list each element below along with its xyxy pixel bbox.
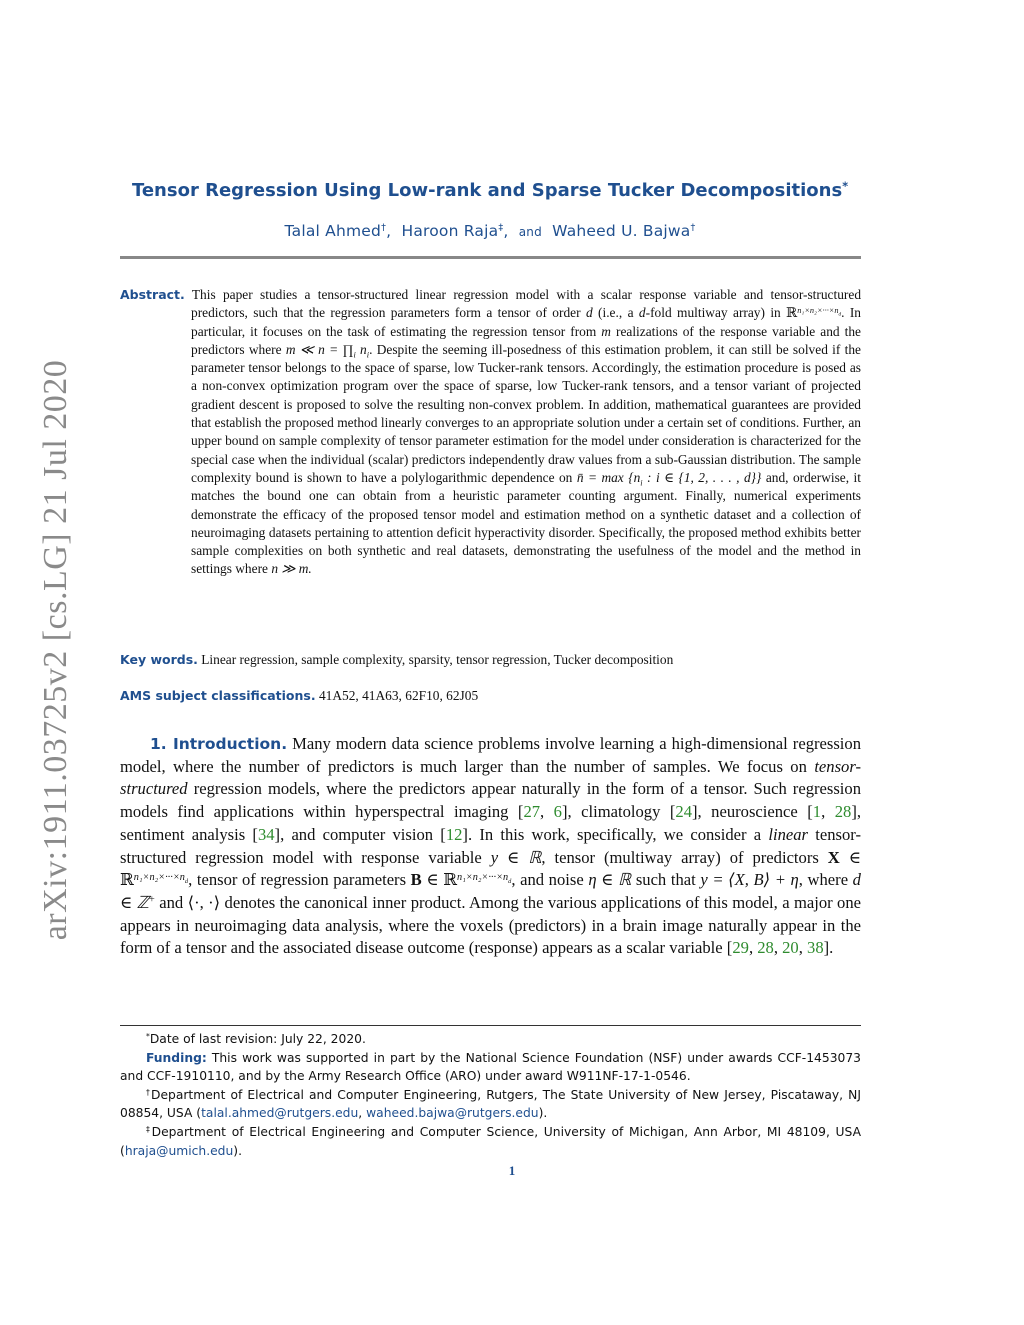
email-link[interactable]: hraja@umich.edu [124, 1143, 234, 1158]
body-text: , where [798, 870, 849, 890]
paper-title [120, 180, 860, 201]
footnote-date [120, 1030, 861, 1049]
page-number: 1 [508, 1163, 516, 1178]
math: i [353, 350, 356, 360]
body-text: tensor-structured regression model with response variable [120, 824, 861, 867]
body-text: , tensor of regression parameters [188, 870, 407, 890]
author-raja: Haroon Raja [401, 222, 499, 240]
footnote-affiliation-rutgers: †Department of Electrical and Computer Engineering, Rutgers, The State University of New Jersey, Piscataway, NJ 08854, USA (talal.ahmed@rutgers.edu, waheed.bajwa@rutgers.edu). [120, 1087, 861, 1121]
math: B [410, 870, 422, 890]
author-sep: , [503, 222, 509, 240]
emphasis: linear [768, 824, 809, 844]
citation-link[interactable]: 6 [553, 802, 562, 822]
footnote-affiliation-umich: ‡Department of Electrical Engineering and Computer Science, University of Michigan, Ann Arbor, MI 48109, USA (hraja@umich.edu). [120, 1124, 861, 1158]
math: X [827, 847, 840, 867]
title-footnote-mark[interactable]: * [842, 179, 849, 193]
math: d [838, 311, 842, 318]
math: d [585, 305, 593, 321]
ams-classifications [120, 688, 861, 704]
body-text: and [159, 892, 184, 912]
abstract-text: Despite the seeming ill-posedness of this estimation problem, it can still be solved if the parameter tensor belongs to the space of sparse, low Tucker-rank tensors. Accordingly, the estimation procedure is posed as a non-convex optimization program over the space of sparse, low Tucker-rank tensors, and a tensor variant of projected gradient descent is proposed to solve the resulting non-convex problem. In addition, mathematical guarantees are provided that establish the proposed method linearly converges to an appropriate solution under a certain set of conditions. Further, an upper bound on sample complexity of tensor parameter estimation for the model under consideration is characterized for the special case when the individual (scalar) predictors independently draw values from a sub-Gaussian distribution. The sample complexity bound is shown to have a polylogarithmic dependence on [191, 341, 861, 485]
citation-link[interactable]: 28 [834, 802, 852, 822]
title-text: Tensor Regression Using Low-rank and Sparse Tucker Decompositions [131, 180, 843, 201]
footnote-rule [120, 1025, 861, 1026]
math: m [601, 323, 611, 339]
ams-text: 41A52, 41A63, 62F10, 62J05 [318, 688, 479, 703]
arxiv-id: arXiv:1911.03725v2 [cs.LG] 21 Jul 2020 [37, 359, 74, 941]
math: d [184, 877, 189, 885]
footnote-text: Date of last revision: July 22, 2020. [149, 1032, 366, 1046]
author-mark[interactable]: † [690, 222, 696, 234]
footnotes [120, 1030, 861, 1160]
author-and: and [518, 225, 542, 239]
citation-link[interactable]: 20 [782, 938, 799, 958]
math: d ∈ ℤ [120, 870, 861, 912]
footnote-funding [120, 1049, 861, 1086]
header-rule [120, 256, 861, 259]
email-link[interactable]: talal.ahmed@rutgers.edu [201, 1106, 359, 1121]
body-text: , neuroscience [697, 802, 798, 822]
abstract: Abstract. This paper studies a tensor-structured linear regression model with a scalar response variable and tensor-structured predictors, such that the regression parameters form a tensor of order d (i.e., a d-fold multiway array) in ℝ$^{n_1\times n_2\times\cdot\cdot\cdot\times n_d}$. In particular, it focuses on the task of estimating the regression tensor from m realizations of the response variable and the predictors where m ≪ $n = \prod_i$ $n_i$. Despite the seeming ill-posedness of this estimation problem, it can still be solved if the parameter tensor belongs to the space of sparse, low Tucker-rank tensors. Accordingly, the estimation procedure is posed as a non-convex optimization program over the space of sparse, low Tucker-rank tensors, and a tensor variant of projected gradient descent is proposed to solve the resulting non-convex problem. In addition, mathematical guarantees are provided that establish the proposed method linearly converges to an appropriate solution under a certain set of conditions. Further, an upper bound on sample complexity of tensor parameter estimation for the model under consideration is characterized for the special case when the individual (scalar) predictors independently draw values from a sub-Gaussian distribution. The sample complexity bound is shown to have a polylogarithmic dependence on n̄ = $\max \{n_i$ : i ∈ {1, 2, . . . , d}} and, orderwise, it matches the bound one can obtain from a heuristic parameter counting argument. Finally, numerical experiments demonstrate the efficacy of the proposed tensor model and estimation method on a synthetic dataset and a collection of neuroimaging datasets pertaining to attention deficit hyperactivity disorder. Specifically, the proposed method exhibits better sample complexities on both synthetic and real datasets, demonstrating the usefulness of the model and the method in settings where n ≫ m. [120, 287, 862, 577]
math: n₁×n₂×···×n [457, 871, 509, 883]
citation-link[interactable]: 24 [675, 802, 693, 822]
body-text: denotes the canonical inner product. Among the various applications of this model, a major one appears in neuroimaging data analysis, where the voxels (predictors) in a brain image naturally appear in the form of a tensor and the associated disease outcome (response) appears as a scalar variable [120, 892, 861, 958]
body-text: . In this work, specifically, we consider a [467, 824, 762, 844]
math: ⟨·, ·⟩ [187, 892, 221, 912]
author-mark[interactable]: ‡ [498, 222, 504, 234]
body-text: , climatology [567, 802, 661, 822]
abstract-label: Abstract. [120, 287, 185, 302]
citation-link[interactable]: 34 [257, 824, 275, 844]
math: : i ∈ {1, 2, . . . , d}} [647, 469, 762, 485]
citation-link[interactable]: 28 [757, 938, 774, 958]
citation-link[interactable]: 29 [732, 938, 749, 958]
math: ℝ [120, 870, 134, 890]
emphasis: tensor-structured [120, 756, 861, 799]
body-text: Many modern data science problems involve learning a high-dimensional regression model, where the number of predictors is much larger than the number of samples. We focus on [120, 734, 861, 776]
math: {n [628, 469, 641, 485]
keywords-text: Linear regression, sample complexity, sparsity, tensor regression, Tucker decomposition [201, 652, 674, 667]
introduction-section: 1. Introduction. Many modern data science problems involve learning a high-dimensional regression model, where the number of predictors is much larger than the number of samples. We focus on tensor-structured regression models, where the predictors appear naturally in the form of a tensor. Such regression models find applications within hyperspectral imaging [27, 6], climatology [24], neuroscience [1, 28], sentiment analysis [34], and computer vision [12]. In this work, specifically, we consider a linear tensor-structured regression model with response variable y ∈ ℝ, tensor (multiway array) of predictors X ∈ ℝ$^{n_1\times n_2\times\cdot\cdot\cdot\times n_d}$, tensor of regression parameters B ∈ ℝ$^{n_1\times n_2\times\cdot\cdot\cdot\times n_d}$, and noise η ∈ ℝ such that y = ⟨X, B⟩ + η, where d ∈ ℤ+ and ⟨·, ·⟩ denotes the canonical inner product. Among the various applications of this model, a major one appears in neuroimaging data analysis, where the voxels (predictors) in a brain image naturally appear in the form of a tensor and the associated disease outcome (response) appears as a scalar variable [29, 28, 20, 38]. [120, 734, 862, 958]
math: ℝ [443, 870, 458, 890]
author-bajwa: Waheed U. Bajwa [552, 222, 691, 240]
math: m ≪ n = ∏ [285, 341, 354, 357]
footnote-mark: ‡ [146, 1124, 152, 1134]
body-text: , and noise [511, 870, 584, 890]
abstract-text: This paper studies a tensor-structured linear regression model with a scalar response variable and tensor-structured predictors, such that the regression parameters form a tensor of order [191, 287, 862, 321]
math: n₁×n₂×···×n [133, 871, 185, 883]
ams-label: AMS subject classifications. [120, 688, 316, 703]
math: η ∈ ℝ [588, 870, 632, 890]
math: n̄ = max [576, 469, 624, 485]
keywords-label: Key words. [120, 652, 198, 667]
abstract-text: realizations of the response variable and the predictors where [191, 323, 861, 357]
abstract-text: . In particular, it focuses on the task of estimating the regression tensor from [191, 305, 861, 339]
math: i [366, 350, 370, 360]
author-list [120, 222, 860, 240]
citation-link[interactable]: 12 [445, 824, 463, 844]
email-link[interactable]: waheed.bajwa@rutgers.edu [366, 1106, 539, 1121]
math: n ≫ m. [271, 561, 312, 577]
body-text: , sentiment analysis [120, 802, 862, 844]
footnote-text: Department of Electrical Engineering and Computer Science, University of Michigan, Ann Arbor, MI 48109, USA ( [120, 1124, 861, 1158]
body-text: regression models, where the predictors appear naturally in the form of a tensor. Such regression models find applications within hyperspectral imaging [120, 779, 861, 822]
abstract-text: and, orderwise, it matches the bound one can obtain from a heuristic parameter counting argument. Finally, numerical experiments demonstrate the efficacy of the proposed tensor model and estimation method on a synthetic dataset and a collection of neuroimaging datasets pertaining to attention deficit hyperactivity disorder. Specifically, the proposed method exhibits better sample complexities on both synthetic and real datasets, demonstrating the usefulness of the model and the method in settings where [191, 469, 861, 577]
math: d [638, 305, 646, 321]
body-text: , tensor (multiway array) of predictors [541, 847, 819, 867]
keywords [120, 652, 861, 668]
author-mark[interactable]: † [381, 222, 387, 234]
footnote-mark: † [146, 1087, 151, 1097]
abstract-text: -fold multiway array) in [645, 305, 781, 321]
funding-label: Funding: [146, 1050, 207, 1065]
author-ahmed: Talal Ahmed [284, 222, 382, 240]
citation-link[interactable]: 27 [523, 802, 541, 822]
math: d [508, 877, 512, 885]
body-text: , and computer vision [280, 824, 434, 844]
footnote-text: Department of Electrical and Computer Engineering, Rutgers, The State University of New Jersey, Piscataway, NJ 08854, USA ( [120, 1087, 861, 1121]
math: y = ⟨X, B⟩ + η [700, 870, 799, 890]
citation-link[interactable]: 1 [812, 802, 822, 822]
author-sep: , [386, 222, 392, 240]
math: ℝ [786, 305, 798, 321]
math: n₁×n₂×···×n [797, 305, 839, 315]
section-heading: 1. Introduction. [150, 735, 288, 753]
abstract-text: (i.e., a [598, 305, 634, 321]
math: n [360, 341, 367, 357]
math: i [640, 478, 643, 488]
citation-link[interactable]: 38 [807, 938, 824, 958]
body-text: such that [635, 870, 696, 890]
math: y ∈ ℝ [490, 847, 542, 867]
footnote-text: This work was supported in part by the National Science Foundation (NSF) under awards CCF-1453073 and CCF-1910110, and by the Army Research Office (ARO) under award W911NF-17-1-0546. [120, 1050, 861, 1084]
footnote-mark: * [146, 1031, 150, 1041]
